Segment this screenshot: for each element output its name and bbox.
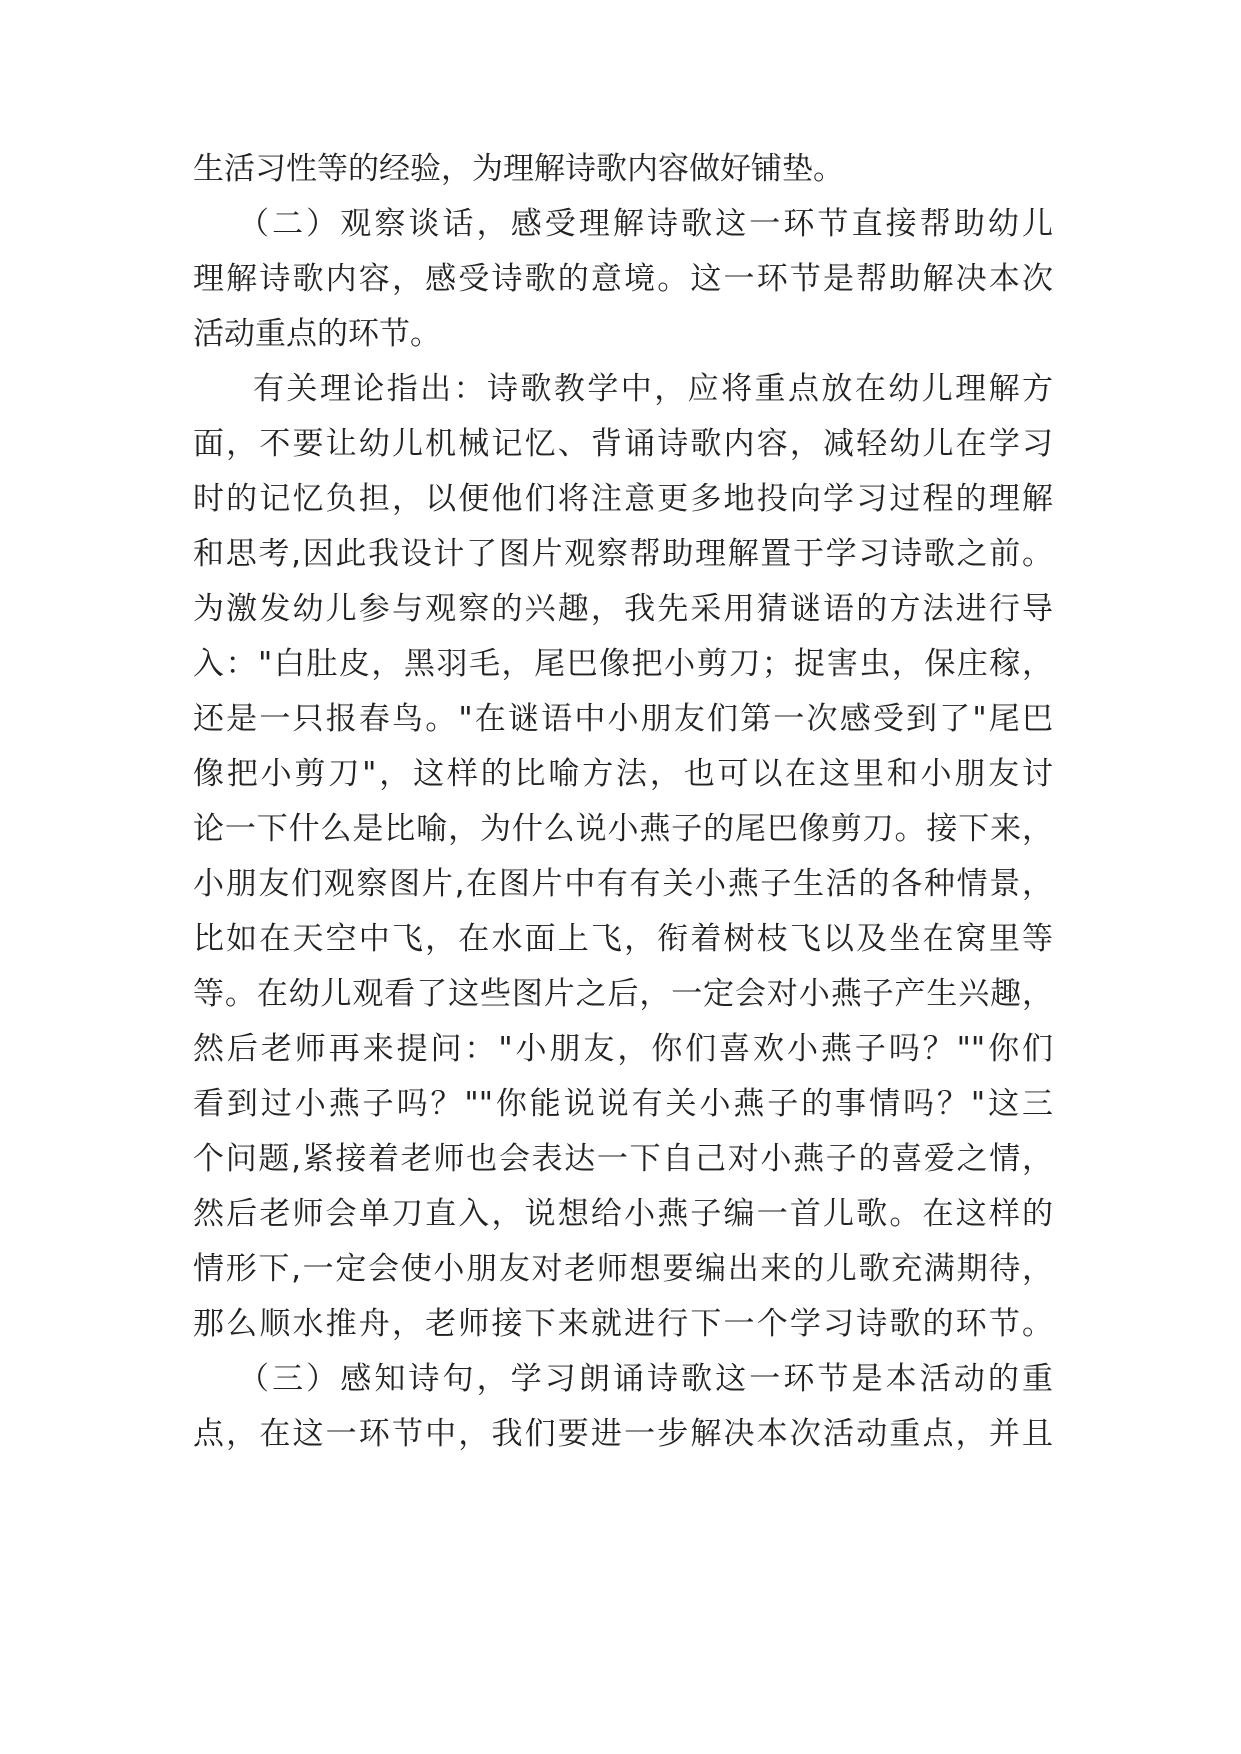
paragraph-line: （三）感知诗句，学习朗诵诗歌这一环节是本活动的重 [238, 1361, 1053, 1397]
text-line: 看到过小燕子吗？""你能说说有关小燕子的事情吗？"这三 [193, 1086, 1053, 1122]
text-line: 点，在这一环节中，我们要进一步解决本次活动重点，并且 [193, 1416, 1053, 1452]
text-line: 比如在天空中飞，在水面上飞，衔着树枝飞以及坐在窝里等 [193, 921, 1053, 957]
text-line: 时的记忆负担，以便他们将注意更多地投向学习过程的理解 [193, 481, 1053, 517]
text-line: 个问题,紧接着老师也会表达一下自己对小燕子的喜爱之情， [193, 1141, 1053, 1177]
text-line: 和思考,因此我设计了图片观察帮助理解置于学习诗歌之前。 [193, 536, 1053, 572]
text-line: 等。在幼儿观看了这些图片之后，一定会对小燕子产生兴趣， [193, 976, 1053, 1012]
text-line: 论一下什么是比喻，为什么说小燕子的尾巴像剪刀。接下来， [193, 811, 1053, 847]
text-line: 然后老师会单刀直入，说想给小燕子编一首儿歌。在这样的 [193, 1196, 1053, 1232]
text-line: 那么顺水推舟，老师接下来就进行下一个学习诗歌的环节。 [193, 1306, 1053, 1342]
text-line: 然后老师再来提问："小朋友，你们喜欢小燕子吗？""你们 [193, 1031, 1053, 1067]
text-line: 情形下,一定会使小朋友对老师想要编出来的儿歌充满期待， [193, 1251, 1053, 1287]
text-line: 像把小剪刀"，这样的比喻方法，也可以在这里和小朋友讨 [193, 756, 1053, 792]
text-line: 入："白肚皮，黑羽毛，尾巴像把小剪刀；捉害虫，保庄稼， [193, 646, 1053, 682]
text-line: 小朋友们观察图片,在图片中有有关小燕子生活的各种情景， [193, 866, 1053, 902]
text-line: 面，不要让幼儿机械记忆、背诵诗歌内容，减轻幼儿在学习 [193, 426, 1053, 462]
text-line: 为激发幼儿参与观察的兴趣，我先采用猜谜语的方法进行导 [193, 591, 1053, 627]
text-line: 生活习性等的经验，为理解诗歌内容做好铺垫。 [193, 151, 844, 187]
paragraph-line: （二）观察谈话，感受理解诗歌这一环节直接帮助幼儿 [238, 206, 1053, 242]
text-line: 活动重点的环节。 [193, 316, 441, 352]
text-line: 理解诗歌内容，感受诗歌的意境。这一环节是帮助解决本次 [193, 261, 1053, 297]
paragraph-line: 有关理论指出：诗歌教学中，应将重点放在幼儿理解方 [253, 371, 1053, 407]
text-line: 还是一只报春鸟。"在谜语中小朋友们第一次感受到了"尾巴 [193, 701, 1053, 737]
